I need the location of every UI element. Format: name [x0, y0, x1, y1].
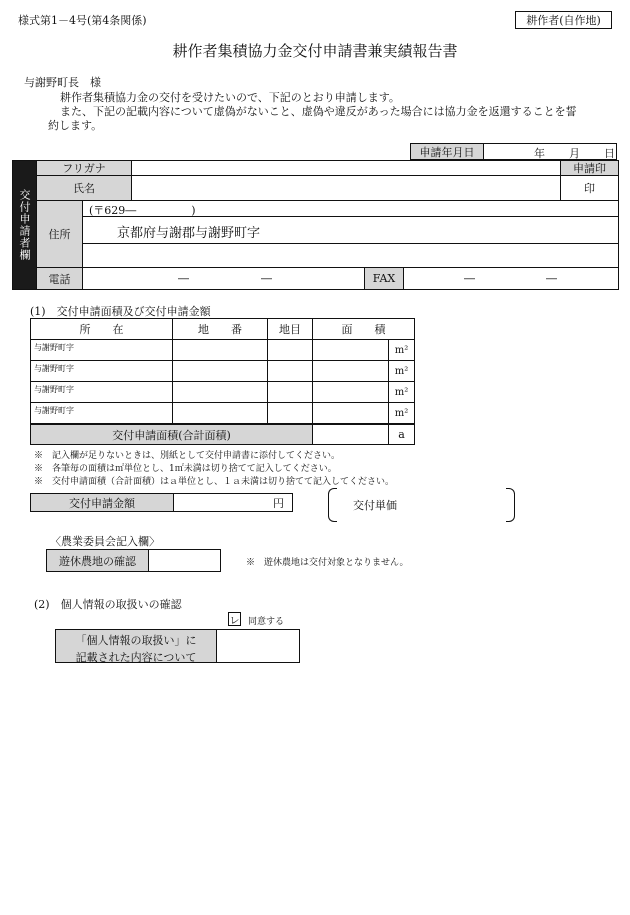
- postal-code: (〒629― ): [89, 204, 196, 217]
- amount-unit: 円: [273, 497, 284, 510]
- row-location[interactable]: [30, 402, 173, 424]
- phone-field[interactable]: [82, 267, 365, 290]
- seal-mark: 印: [560, 175, 619, 201]
- fax-label: FAX: [364, 267, 404, 290]
- section2-heading: (2) 個人情報の取扱いの確認: [34, 598, 182, 611]
- row-area[interactable]: [312, 339, 389, 361]
- row-unit-text: m²: [394, 344, 409, 356]
- date-day: 日: [604, 147, 615, 160]
- amount-field[interactable]: [173, 493, 293, 512]
- total-area-field[interactable]: [312, 424, 389, 445]
- fax-dash-2: ―: [546, 272, 557, 285]
- col-location: 所 在: [30, 318, 173, 340]
- unit-price-label: 交付単価: [353, 499, 397, 512]
- note-1: ※ 記入欄が足りないときは、別紙として交付申請書に添付してください。: [34, 451, 341, 461]
- col-land-category: 地目: [267, 318, 313, 340]
- application-date-label: 申請年月日: [410, 143, 484, 160]
- page-title: 耕作者集積協力金交付申請書兼実績報告書: [172, 42, 458, 60]
- row-lot-number[interactable]: [172, 360, 268, 382]
- row-land-category[interactable]: [267, 360, 313, 382]
- note-2: ※ 各筆毎の面積は㎡単位とし、1㎡未満は切り捨てて記入してください。: [34, 464, 337, 474]
- row-location[interactable]: [30, 339, 173, 361]
- date-year: 年: [534, 147, 545, 160]
- col-lot-number: 地 番: [172, 318, 268, 340]
- form-number: 様式第1－4号(第4条関係): [18, 14, 147, 27]
- seal-label: 申請印: [560, 160, 619, 176]
- phone-dash-1: ―: [178, 272, 189, 285]
- fax-field[interactable]: [403, 267, 619, 290]
- section1-heading: (1) 交付申請面積及び交付申請金額: [30, 305, 211, 318]
- date-month: 月: [569, 147, 580, 160]
- total-area-label: 交付申請面積(合計面積): [30, 424, 313, 445]
- row-land-category[interactable]: [267, 381, 313, 403]
- row-area-unit: [388, 402, 415, 424]
- address-field-2[interactable]: [82, 243, 619, 268]
- phone-label: 電話: [36, 267, 83, 290]
- row-land-category[interactable]: [267, 402, 313, 424]
- row-lot-number[interactable]: [172, 402, 268, 424]
- row-area[interactable]: [312, 402, 389, 424]
- row-unit-text: m²: [394, 407, 409, 419]
- row-land-category[interactable]: [267, 339, 313, 361]
- row-location[interactable]: [30, 360, 173, 382]
- row-area-unit: [388, 339, 415, 361]
- privacy-label-line-1: 「個人情報の取扱い」に: [75, 634, 197, 647]
- row-area[interactable]: [312, 360, 389, 382]
- postal-field[interactable]: [82, 200, 619, 217]
- declaration-line-2: また、下記の記載内容について虚偽がないこと、虚偽や違反があった場合には協力金を返還することを誓: [60, 105, 577, 118]
- row-location-text: 与謝野町字: [34, 364, 74, 373]
- consent-label: 同意する: [248, 617, 285, 627]
- row-location-text: 与謝野町字: [34, 406, 74, 415]
- row-location-text: 与謝野町字: [34, 385, 74, 394]
- category-box: 耕作者(自作地): [515, 11, 612, 29]
- idle-farmland-label: 遊休農地の確認: [46, 549, 149, 572]
- note-3: ※ 交付申請面積（合計面積）はａ単位とし、１ａ未満は切り捨てて記入してください。: [34, 477, 395, 487]
- privacy-field[interactable]: [216, 629, 300, 663]
- privacy-label: [55, 629, 217, 663]
- recipient: 与謝野町長 様: [24, 76, 101, 89]
- address-value: 京都府与謝郡与謝野町字: [117, 226, 261, 241]
- row-location[interactable]: [30, 381, 173, 403]
- furigana-field[interactable]: [131, 160, 561, 176]
- total-area-unit: a: [388, 424, 415, 445]
- row-area[interactable]: [312, 381, 389, 403]
- row-unit-text: m²: [394, 386, 409, 398]
- row-area-unit: [388, 381, 415, 403]
- phone-dash-2: ―: [261, 272, 272, 285]
- declaration-line-3: 約します。: [48, 119, 103, 132]
- privacy-label-line-2: 記載された内容について: [75, 651, 197, 664]
- committee-heading: 〈農業委員会記入欄〉: [50, 535, 160, 548]
- name-field[interactable]: [131, 175, 561, 201]
- consent-checkbox[interactable]: レ: [228, 612, 241, 626]
- row-unit-text: m²: [394, 365, 409, 377]
- applicant-side-label: 交付申請者欄: [12, 160, 36, 290]
- row-lot-number[interactable]: [172, 381, 268, 403]
- fax-dash-1: ―: [464, 272, 475, 285]
- col-area: 面 積: [312, 318, 415, 340]
- declaration-line-1: 耕作者集積協力金の交付を受けたいので、下記のとおり申請します。: [60, 91, 400, 104]
- bracket-right: [506, 488, 515, 522]
- address-label: 住所: [36, 200, 83, 268]
- idle-farmland-field[interactable]: [148, 549, 221, 572]
- address-field[interactable]: [82, 216, 619, 244]
- bracket-left: [328, 488, 337, 522]
- name-label: 氏名: [36, 175, 132, 201]
- amount-label: 交付申請金額: [30, 493, 174, 512]
- idle-farmland-note: ※ 遊休農地は交付対象となりません。: [246, 558, 409, 568]
- furigana-label: フリガナ: [36, 160, 132, 176]
- row-lot-number[interactable]: [172, 339, 268, 361]
- row-area-unit: [388, 360, 415, 382]
- application-date-field[interactable]: [483, 143, 617, 160]
- row-location-text: 与謝野町字: [34, 343, 74, 352]
